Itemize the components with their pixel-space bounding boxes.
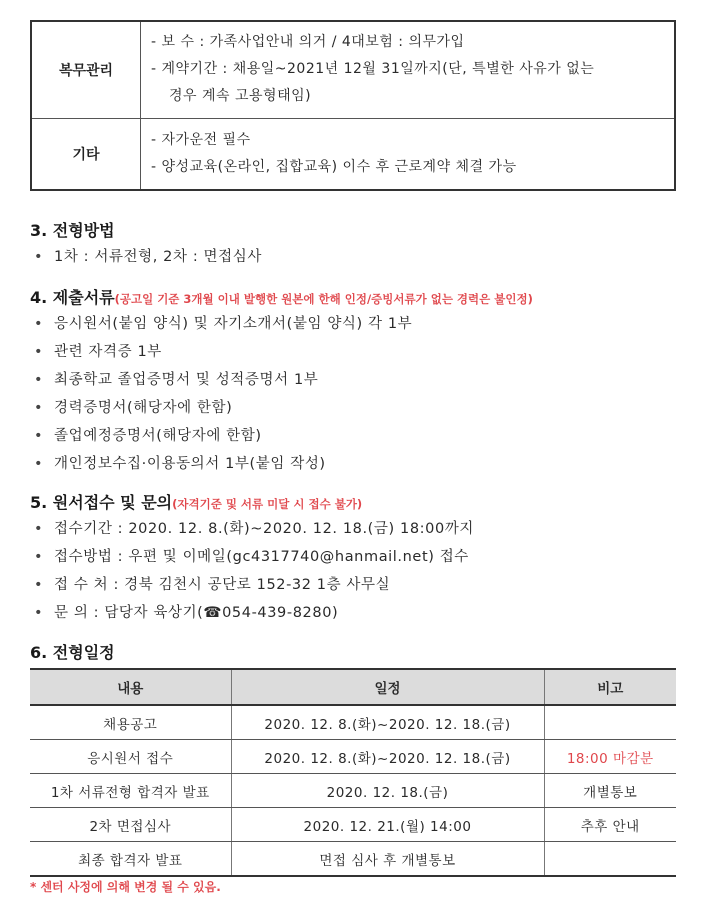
list-item: • 최종학교 졸업증명서 및 성적증명서 1부 bbox=[34, 372, 319, 388]
service-line-contract-cont: 경우 계속 고용형태임) bbox=[169, 88, 312, 105]
cell-schedule: 2020. 12. 18.(금) bbox=[231, 774, 544, 808]
col-header-content: 내용 bbox=[30, 669, 231, 705]
section5-note: (자격기준 및 서류 미달 시 접수 불가) bbox=[172, 497, 363, 511]
cell-content: 최종 합격자 발표 bbox=[30, 842, 231, 877]
bullet-icon: • bbox=[34, 549, 44, 565]
cell-content: 1차 서류전형 합격자 발표 bbox=[30, 774, 231, 808]
section4-heading bbox=[30, 285, 533, 308]
bullet-icon: • bbox=[34, 521, 44, 537]
table-row bbox=[31, 21, 675, 118]
section6-title: 6. 전형일정 bbox=[30, 643, 115, 662]
cell-remarks: 추후 안내 bbox=[544, 808, 676, 842]
etc-line-driving: - 자가운전 필수 bbox=[151, 131, 251, 148]
footnote: * 센터 사정에 의해 변경 될 수 있음. bbox=[30, 880, 221, 894]
cell-remarks bbox=[544, 705, 676, 740]
cell-content: 응시원서 접수 bbox=[30, 740, 231, 774]
list-item: • 문 의 : 담당자 육상기(☎054-439-8280) bbox=[34, 605, 339, 621]
row-header-service: 복무관리 bbox=[31, 21, 141, 118]
bullet-icon: • bbox=[34, 577, 44, 593]
cell-remarks: 개별통보 bbox=[544, 774, 676, 808]
cell-schedule: 2020. 12. 8.(화)~2020. 12. 18.(금) bbox=[231, 740, 544, 774]
bullet-icon: • bbox=[34, 372, 44, 388]
col-header-remarks: 비고 bbox=[544, 669, 676, 705]
cell-schedule: 2020. 12. 21.(월) 14:00 bbox=[231, 808, 544, 842]
table-row bbox=[31, 118, 675, 190]
table-row bbox=[30, 740, 676, 774]
cell-content: 2차 면접심사 bbox=[30, 808, 231, 842]
list-item: • 관련 자격증 1부 bbox=[34, 344, 162, 360]
list-item: • 졸업예정증명서(해당자에 한함) bbox=[34, 428, 262, 444]
list-item: • 접 수 처 : 경북 김천시 공단로 152-32 1층 사무실 bbox=[34, 577, 391, 593]
cell-remarks: 18:00 마감분 bbox=[544, 740, 676, 774]
bullet-icon: • bbox=[34, 456, 44, 472]
list-item: • 개인정보수집·이용동의서 1부(붙임 작성) bbox=[34, 456, 326, 472]
cell-schedule: 2020. 12. 8.(화)~2020. 12. 18.(금) bbox=[231, 705, 544, 740]
list-item: • 응시원서(붙임 양식) 및 자기소개서(붙임 양식) 각 1부 bbox=[34, 316, 413, 332]
list-item: • 접수기간 : 2020. 12. 8.(화)~2020. 12. 18.(금) 18:00까지 bbox=[34, 521, 475, 537]
cell-remarks bbox=[544, 842, 676, 877]
cell-schedule: 면접 심사 후 개별통보 bbox=[231, 842, 544, 877]
section5-title: 5. 원서접수 및 문의 bbox=[30, 493, 173, 512]
service-details bbox=[141, 21, 676, 118]
service-line-contract: - 계약기간 : 채용일~2021년 12월 31일까지(단, 특별한 사유가 없는 bbox=[151, 61, 595, 78]
service-line-pay: - 보 수 : 가족사업안내 의거 / 4대보험 : 의무가입 bbox=[151, 34, 465, 51]
table-row bbox=[30, 808, 676, 842]
row-header-etc: 기타 bbox=[31, 118, 141, 190]
section4-note: (공고일 기준 3개월 이내 발행한 원본에 한해 인정/증빙서류가 없는 경력은 불인정) bbox=[114, 292, 533, 306]
table-row bbox=[30, 705, 676, 740]
list-item: • 경력증명서(해당자에 한함) bbox=[34, 400, 233, 416]
bullet-icon: • bbox=[34, 249, 44, 265]
etc-line-training: - 양성교육(온라인, 집합교육) 이수 후 근로계약 체결 가능 bbox=[151, 158, 517, 175]
schedule-table bbox=[30, 668, 676, 877]
col-header-schedule: 일정 bbox=[231, 669, 544, 705]
cell-content: 채용공고 bbox=[30, 705, 231, 740]
table-row bbox=[30, 774, 676, 808]
list-item: • 접수방법 : 우편 및 이메일(gc4317740@hanmail.net) 접수 bbox=[34, 549, 469, 565]
bullet-icon: • bbox=[34, 316, 44, 332]
table-header-row bbox=[30, 669, 676, 705]
section5-heading bbox=[30, 490, 362, 513]
bullet-icon: • bbox=[34, 428, 44, 444]
bullet-icon: • bbox=[34, 344, 44, 360]
bullet-icon: • bbox=[34, 605, 44, 621]
employment-terms-table bbox=[30, 20, 676, 191]
list-item: • 1차 : 서류전형, 2차 : 면접심사 bbox=[34, 249, 262, 265]
section3-title: 3. 전형방법 bbox=[30, 221, 115, 240]
bullet-icon: • bbox=[34, 400, 44, 416]
section4-title: 4. 제출서류 bbox=[30, 288, 115, 307]
table-row bbox=[30, 842, 676, 877]
etc-details bbox=[141, 118, 676, 190]
